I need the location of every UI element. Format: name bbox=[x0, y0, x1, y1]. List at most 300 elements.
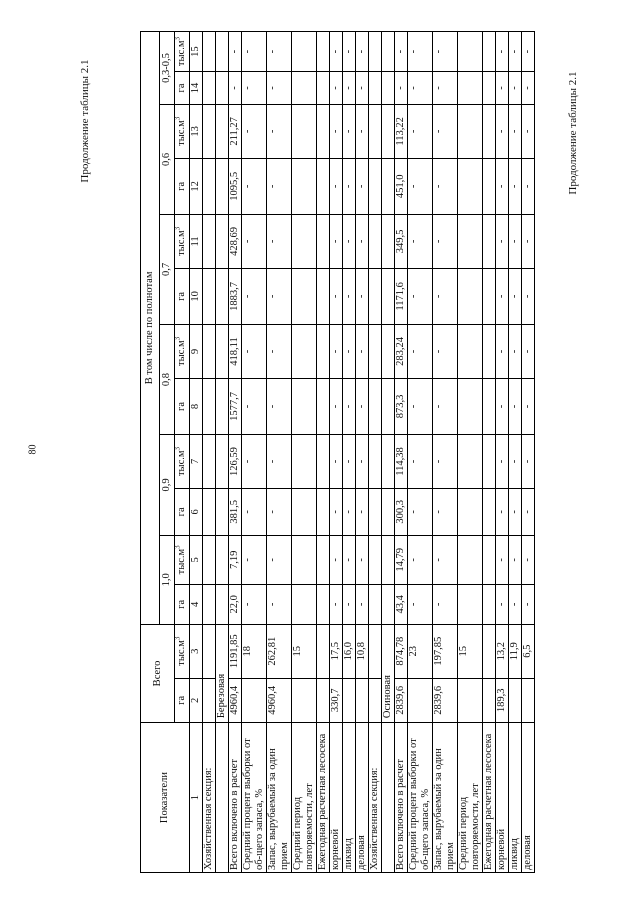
unit-text: тыс.м bbox=[176, 230, 187, 256]
table-cell bbox=[483, 535, 496, 584]
header-unit-ha: га bbox=[175, 678, 190, 723]
table-cell bbox=[317, 32, 330, 72]
table-row bbox=[330, 32, 343, 873]
table-cell bbox=[369, 435, 382, 489]
table-cell: - bbox=[229, 72, 242, 105]
table-cell: - bbox=[356, 435, 369, 489]
row-label: Средний период повторяемости, лет bbox=[292, 723, 317, 873]
empty-cell bbox=[382, 104, 395, 158]
table-cell: 13,2 bbox=[496, 624, 509, 678]
table-row bbox=[509, 32, 522, 873]
table-cell: - bbox=[229, 32, 242, 72]
unit-text: тыс.м bbox=[176, 120, 187, 146]
table-cell: 15 bbox=[458, 624, 483, 678]
table-cell bbox=[483, 32, 496, 72]
page-number: 80 bbox=[27, 444, 39, 455]
table-cell: - bbox=[408, 325, 433, 379]
table-cell: - bbox=[522, 72, 535, 105]
table-row bbox=[522, 32, 535, 873]
table-cell bbox=[242, 678, 267, 723]
table-cell bbox=[203, 624, 216, 678]
header-unit-thous-m3 bbox=[175, 535, 190, 584]
row-label: Ежегодная расчетная лесосека bbox=[483, 723, 496, 873]
empty-cell bbox=[382, 268, 395, 324]
table-cell: - bbox=[330, 268, 343, 324]
table-cell: - bbox=[343, 584, 356, 624]
table-cell: 1095,5 bbox=[229, 158, 242, 214]
empty-cell bbox=[216, 378, 229, 434]
table-cell bbox=[317, 214, 330, 268]
table-cell bbox=[369, 158, 382, 214]
column-number: 12 bbox=[190, 158, 203, 214]
table-cell bbox=[292, 584, 317, 624]
table-cell bbox=[483, 214, 496, 268]
table-cell: - bbox=[343, 435, 356, 489]
table-cell: - bbox=[433, 158, 458, 214]
table-cell: - bbox=[509, 214, 522, 268]
unit-text: тыс.м bbox=[176, 340, 187, 366]
empty-cell bbox=[382, 584, 395, 624]
table-cell bbox=[458, 158, 483, 214]
row-label: деловая bbox=[522, 723, 535, 873]
table-cell: - bbox=[330, 325, 343, 379]
empty-cell bbox=[382, 214, 395, 268]
empty-cell bbox=[216, 214, 229, 268]
table-cell: - bbox=[343, 158, 356, 214]
table-cell: - bbox=[522, 488, 535, 535]
table-cell bbox=[203, 584, 216, 624]
table-cell bbox=[458, 584, 483, 624]
empty-cell bbox=[216, 435, 229, 489]
table-cell: - bbox=[343, 72, 356, 105]
empty-cell bbox=[382, 535, 395, 584]
table-cell bbox=[317, 435, 330, 489]
empty-cell bbox=[216, 535, 229, 584]
rotated-table-container bbox=[140, 31, 533, 873]
table-cell: - bbox=[496, 32, 509, 72]
column-number: 3 bbox=[190, 624, 203, 678]
table-cell: 4960,4 bbox=[229, 678, 242, 723]
table-cell: - bbox=[242, 378, 267, 434]
table-cell bbox=[458, 325, 483, 379]
table-cell: - bbox=[433, 435, 458, 489]
table-cell: - bbox=[509, 535, 522, 584]
table-cell: - bbox=[509, 32, 522, 72]
table-cell bbox=[292, 214, 317, 268]
table-cell: - bbox=[433, 584, 458, 624]
table-cell bbox=[458, 435, 483, 489]
table-cell: - bbox=[496, 535, 509, 584]
table-cell: - bbox=[509, 158, 522, 214]
table-cell: - bbox=[408, 158, 433, 214]
table-cell bbox=[292, 104, 317, 158]
unit-superscript: 3 bbox=[173, 545, 182, 549]
table-row bbox=[395, 32, 408, 873]
table-cell bbox=[458, 488, 483, 535]
table-cell: - bbox=[408, 72, 433, 105]
table-row bbox=[229, 32, 242, 873]
column-number: 5 bbox=[190, 535, 203, 584]
table-cell: - bbox=[395, 72, 408, 105]
table-cell bbox=[203, 435, 216, 489]
header-unit-thous-m3 bbox=[175, 32, 190, 72]
table-cell bbox=[369, 624, 382, 678]
table-cell: - bbox=[343, 214, 356, 268]
table-cell: - bbox=[267, 214, 292, 268]
header-density-2: 0,8 bbox=[160, 325, 175, 435]
table-cell: 189,3 bbox=[496, 678, 509, 723]
table-cell: - bbox=[356, 325, 369, 379]
table-cell: - bbox=[433, 378, 458, 434]
table-cell: 17,5 bbox=[330, 624, 343, 678]
table-cell bbox=[203, 214, 216, 268]
table-cell: 381,5 bbox=[229, 488, 242, 535]
header-by-density: В том числе по полнотам bbox=[141, 32, 160, 625]
table-cell bbox=[369, 214, 382, 268]
unit-text: тыс.м bbox=[176, 450, 187, 477]
table-row bbox=[292, 32, 317, 873]
table-cell bbox=[408, 678, 433, 723]
table-cell: - bbox=[356, 378, 369, 434]
table-cell bbox=[369, 488, 382, 535]
row-label: корневой bbox=[496, 723, 509, 873]
table-cell: - bbox=[496, 435, 509, 489]
table-cell: 428,69 bbox=[229, 214, 242, 268]
table-cell: - bbox=[522, 104, 535, 158]
table-cell: - bbox=[509, 325, 522, 379]
table-cell bbox=[292, 535, 317, 584]
table-cell: 22,0 bbox=[229, 584, 242, 624]
row-label: Запас, вырубаемый за один прием bbox=[267, 723, 292, 873]
table-row bbox=[317, 32, 330, 873]
forest-density-table bbox=[140, 31, 535, 873]
empty-cell bbox=[382, 325, 395, 379]
table-cell bbox=[292, 268, 317, 324]
table-cell bbox=[317, 378, 330, 434]
table-cell bbox=[203, 535, 216, 584]
unit-superscript: 3 bbox=[173, 37, 182, 41]
empty-cell bbox=[382, 158, 395, 214]
table-cell bbox=[317, 535, 330, 584]
table-cell: 18 bbox=[242, 624, 267, 678]
table-cell: - bbox=[496, 268, 509, 324]
header-total: Всего bbox=[141, 624, 175, 722]
table-cell: - bbox=[356, 32, 369, 72]
table-cell bbox=[317, 104, 330, 158]
table-cell: - bbox=[267, 435, 292, 489]
header-unit-ha: га bbox=[175, 488, 190, 535]
table-cell: 7,19 bbox=[229, 535, 242, 584]
table-cell bbox=[369, 32, 382, 72]
table-cell bbox=[369, 325, 382, 379]
table-cell bbox=[483, 72, 496, 105]
table-cell bbox=[317, 488, 330, 535]
table-cell: - bbox=[267, 158, 292, 214]
empty-cell bbox=[382, 488, 395, 535]
empty-cell bbox=[382, 72, 395, 105]
column-number: 8 bbox=[190, 378, 203, 434]
column-number: 15 bbox=[190, 32, 203, 72]
table-cell: 126,59 bbox=[229, 435, 242, 489]
table-cell bbox=[369, 104, 382, 158]
table-cell bbox=[292, 488, 317, 535]
table-cell: - bbox=[343, 325, 356, 379]
table-cell: - bbox=[267, 488, 292, 535]
header-unit-thous-m3 bbox=[175, 624, 190, 678]
table-cell bbox=[317, 678, 330, 723]
table-cell bbox=[483, 678, 496, 723]
table-cell: 197,85 bbox=[433, 624, 458, 678]
section-name: Березовая bbox=[216, 624, 229, 722]
table-cell bbox=[483, 584, 496, 624]
table-cell: - bbox=[522, 214, 535, 268]
header-unit-ha: га bbox=[175, 378, 190, 434]
table-cell bbox=[458, 214, 483, 268]
table-cell bbox=[203, 158, 216, 214]
section-name: Осиновая bbox=[382, 624, 395, 722]
table-row bbox=[483, 32, 496, 873]
table-cell bbox=[203, 32, 216, 72]
header-unit-ha: га bbox=[175, 158, 190, 214]
table-cell: 262,81 bbox=[267, 624, 292, 678]
empty-cell bbox=[216, 268, 229, 324]
table-cell: 2839,6 bbox=[433, 678, 458, 723]
table-cell: - bbox=[522, 32, 535, 72]
table-cell: - bbox=[330, 435, 343, 489]
table-cell: - bbox=[522, 435, 535, 489]
table-cell: - bbox=[242, 325, 267, 379]
table-cell: - bbox=[408, 268, 433, 324]
table-cell: 1171,6 bbox=[395, 268, 408, 324]
table-cell: - bbox=[433, 488, 458, 535]
table-row bbox=[458, 32, 483, 873]
table-cell bbox=[292, 678, 317, 723]
unit-superscript: 3 bbox=[173, 636, 182, 641]
table-cell bbox=[369, 378, 382, 434]
table-cell: - bbox=[408, 535, 433, 584]
table-cell: 14,79 bbox=[395, 535, 408, 584]
table-cell: - bbox=[242, 435, 267, 489]
table-cell: 4960,4 bbox=[267, 678, 292, 723]
table-cell: - bbox=[242, 72, 267, 105]
table-cell bbox=[369, 72, 382, 105]
header-unit-ha: га bbox=[175, 584, 190, 624]
table-cell bbox=[292, 72, 317, 105]
table-cell bbox=[483, 104, 496, 158]
table-cell: 114,38 bbox=[395, 435, 408, 489]
table-cell: - bbox=[509, 584, 522, 624]
table-row bbox=[433, 32, 458, 873]
section-heading: Хозяйственная секция: bbox=[203, 723, 216, 873]
table-cell: 451,0 bbox=[395, 158, 408, 214]
table-cell bbox=[317, 268, 330, 324]
table-cell: - bbox=[356, 488, 369, 535]
table-cell: 43,4 bbox=[395, 584, 408, 624]
table-cell bbox=[458, 72, 483, 105]
table-cell bbox=[509, 678, 522, 723]
table-cell: - bbox=[433, 104, 458, 158]
table-cell bbox=[203, 678, 216, 723]
table-cell: - bbox=[496, 72, 509, 105]
table-row bbox=[267, 32, 292, 873]
header-unit-ha: га bbox=[175, 72, 190, 105]
table-row bbox=[356, 32, 369, 873]
table-cell: - bbox=[330, 488, 343, 535]
header-density-4: 0,6 bbox=[160, 104, 175, 214]
table-cell bbox=[203, 488, 216, 535]
table-cell: 349,5 bbox=[395, 214, 408, 268]
table-cell: - bbox=[433, 72, 458, 105]
table-cell: 1577,7 bbox=[229, 378, 242, 434]
column-number: 10 bbox=[190, 268, 203, 324]
row-label: Средний период повторяемости, лет bbox=[458, 723, 483, 873]
unit-text: тыс.м bbox=[176, 40, 187, 67]
table-cell: - bbox=[395, 32, 408, 72]
table-row bbox=[408, 32, 433, 873]
table-cell: - bbox=[330, 214, 343, 268]
table-cell: - bbox=[242, 268, 267, 324]
header-density-5: 0,3-0,5 bbox=[160, 32, 175, 105]
table-cell bbox=[369, 268, 382, 324]
table-cell: - bbox=[356, 158, 369, 214]
table-cell bbox=[483, 378, 496, 434]
header-indicators: Показатели bbox=[141, 723, 190, 873]
table-cell: - bbox=[408, 32, 433, 72]
table-cell: - bbox=[267, 32, 292, 72]
empty-cell bbox=[216, 325, 229, 379]
table-cell: - bbox=[522, 268, 535, 324]
table-cell bbox=[292, 158, 317, 214]
row-label: Средний процент выборки от об-щего запаса, % bbox=[242, 723, 267, 873]
table-cell bbox=[483, 624, 496, 678]
table-cell: - bbox=[496, 158, 509, 214]
empty-cell bbox=[216, 32, 229, 72]
unit-superscript: 3 bbox=[173, 336, 182, 341]
table-cell bbox=[317, 624, 330, 678]
table-cell: 418,11 bbox=[229, 325, 242, 379]
row-label: корневой bbox=[330, 723, 343, 873]
table-cell: 1883,7 bbox=[229, 268, 242, 324]
continuation-caption-top: Продолжение таблицы 2.1 bbox=[79, 59, 91, 183]
table-cell: - bbox=[408, 584, 433, 624]
table-cell: 10,8 bbox=[356, 624, 369, 678]
table-cell: 300,3 bbox=[395, 488, 408, 535]
table-cell: 23 bbox=[408, 624, 433, 678]
table-cell bbox=[317, 584, 330, 624]
table-cell: - bbox=[242, 104, 267, 158]
table-row bbox=[496, 32, 509, 873]
table-cell: 15 bbox=[292, 624, 317, 678]
table-cell: - bbox=[343, 32, 356, 72]
table-cell bbox=[203, 378, 216, 434]
table-cell bbox=[203, 104, 216, 158]
column-number: 6 bbox=[190, 488, 203, 535]
table-cell: - bbox=[267, 268, 292, 324]
unit-text: тыс.м bbox=[176, 640, 187, 666]
table-cell: - bbox=[242, 32, 267, 72]
empty-cell bbox=[216, 584, 229, 624]
table-cell: 330,7 bbox=[330, 678, 343, 723]
table-cell: - bbox=[330, 32, 343, 72]
row-label: ликвид bbox=[343, 723, 356, 873]
row-label: Всего включено в расчет bbox=[395, 723, 408, 873]
table-cell: 113,22 bbox=[395, 104, 408, 158]
column-number: 2 bbox=[190, 678, 203, 723]
table-cell: - bbox=[496, 584, 509, 624]
table-cell bbox=[343, 678, 356, 723]
table-cell: - bbox=[433, 268, 458, 324]
table-cell bbox=[483, 435, 496, 489]
table-cell: - bbox=[496, 325, 509, 379]
header-density-0: 1,0 bbox=[160, 535, 175, 624]
header-unit-thous-m3 bbox=[175, 214, 190, 268]
table-cell: - bbox=[242, 214, 267, 268]
table-cell: - bbox=[330, 535, 343, 584]
table-cell bbox=[458, 678, 483, 723]
table-cell bbox=[483, 268, 496, 324]
table-cell: - bbox=[356, 535, 369, 584]
table-cell: - bbox=[267, 535, 292, 584]
table-cell: - bbox=[496, 214, 509, 268]
table-cell: - bbox=[343, 378, 356, 434]
table-cell: 283,24 bbox=[395, 325, 408, 379]
table-cell: - bbox=[330, 72, 343, 105]
table-cell: - bbox=[356, 104, 369, 158]
table-cell: - bbox=[242, 158, 267, 214]
table-cell: - bbox=[330, 378, 343, 434]
table-cell: - bbox=[522, 535, 535, 584]
table-cell: - bbox=[433, 325, 458, 379]
table-row bbox=[203, 32, 216, 873]
table-cell bbox=[369, 535, 382, 584]
table-cell bbox=[203, 72, 216, 105]
table-cell: - bbox=[356, 268, 369, 324]
table-cell: 874,78 bbox=[395, 624, 408, 678]
table-row bbox=[369, 32, 382, 873]
table-cell bbox=[317, 325, 330, 379]
table-cell: - bbox=[408, 214, 433, 268]
table-cell: - bbox=[433, 535, 458, 584]
table-cell: - bbox=[267, 584, 292, 624]
header-density-1: 0,9 bbox=[160, 435, 175, 536]
table-cell: - bbox=[242, 488, 267, 535]
table-cell: - bbox=[330, 158, 343, 214]
column-number: 4 bbox=[190, 584, 203, 624]
table-cell bbox=[356, 678, 369, 723]
table-cell: - bbox=[509, 435, 522, 489]
table-cell: - bbox=[267, 378, 292, 434]
table-cell: - bbox=[509, 378, 522, 434]
table-cell: - bbox=[330, 104, 343, 158]
table-cell bbox=[522, 678, 535, 723]
header-unit-thous-m3 bbox=[175, 435, 190, 489]
unit-superscript: 3 bbox=[173, 116, 182, 121]
section-title bbox=[382, 723, 395, 873]
table-cell: 2839,6 bbox=[395, 678, 408, 723]
table-cell: - bbox=[408, 435, 433, 489]
table-cell bbox=[203, 325, 216, 379]
table-cell bbox=[292, 378, 317, 434]
table-cell: - bbox=[509, 268, 522, 324]
column-number: 11 bbox=[190, 214, 203, 268]
table-cell bbox=[317, 72, 330, 105]
table-cell: - bbox=[496, 488, 509, 535]
column-number: 1 bbox=[190, 723, 203, 873]
table-cell bbox=[317, 158, 330, 214]
table-cell bbox=[483, 158, 496, 214]
table-cell: - bbox=[343, 535, 356, 584]
table-cell: - bbox=[522, 158, 535, 214]
